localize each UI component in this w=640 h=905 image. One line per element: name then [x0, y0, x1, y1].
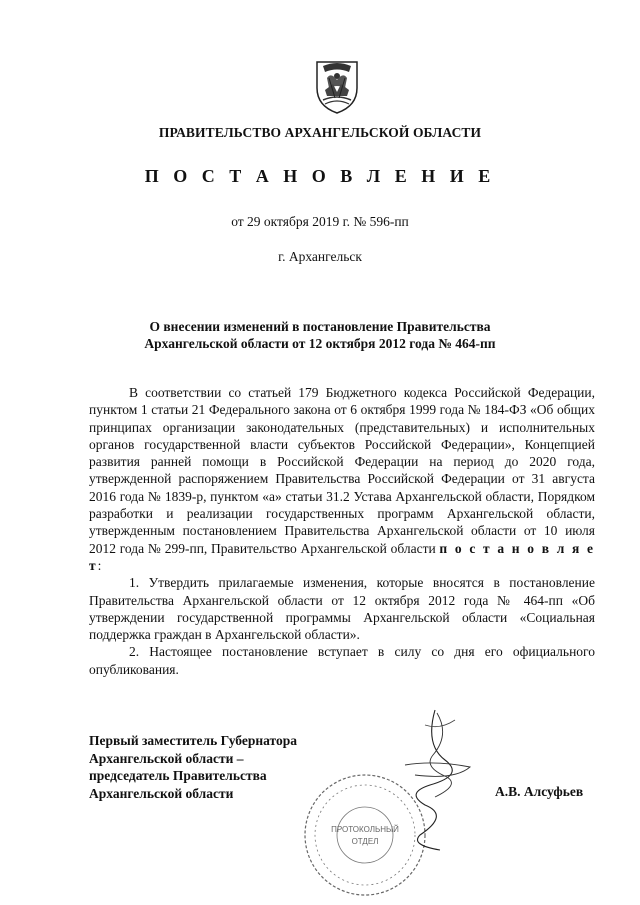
- paragraph-item-2: 2. Настоящее постановление вступает в силу со дня его официального опубликования.: [89, 644, 595, 677]
- signatory-title-line-4: Архангельской области: [89, 785, 234, 801]
- stamp-text-line-2: ОТДЕЛ: [351, 837, 379, 846]
- document-subject: [80, 318, 560, 352]
- handwritten-signature: [395, 705, 485, 855]
- signatory-title-line-3: председатель Правительства: [89, 768, 267, 783]
- decree-word: п о с т а н о в л я е т: [89, 540, 596, 573]
- preamble-colon: :: [97, 557, 102, 573]
- document-type: П О С Т А Н О В Л Е Н И Е: [144, 166, 496, 186]
- coat-of-arms-icon: [313, 58, 361, 116]
- signatory-title-line-2: Архангельской области –: [89, 750, 244, 766]
- signatory-name: А.В. Алсуфьев: [495, 784, 584, 799]
- paragraph-item-1: 1. Утвердить прилагаемые изменения, которые вносятся в постановление Правительства Архангельской области от 12 октября 2012 года № 464-пп «Об утверждении государственной программы Архангельской области «Социальная поддержка граждан в Архангельской области».: [89, 575, 595, 643]
- stamp-text-line-1: ПРОТОКОЛЬНЫЙ: [331, 825, 399, 834]
- subject-line-2: Архангельской области от 12 октября 2012 года № 464-пп: [144, 336, 496, 351]
- paragraph-preamble: [89, 384, 595, 574]
- subject-line-1: О внесении изменений в постановление Правительства: [149, 319, 491, 334]
- document-date-number: от 29 октября 2019 г. № 596-пп: [231, 214, 409, 229]
- document-body: [89, 384, 595, 678]
- preamble-text: В соответствии со статьей 179 Бюджетного кодекса Российской Федерации, пунктом 1 статьи 21 Федерального закона от 6 октября 1999 года № 184-ФЗ «Об общих принципах организации законодательных (представительных) и исполнительных органов государственной власти субъектов Российской Федерации», Концепцией развития ранней помощи в Российской Федерации на период до 2020 года, утвержденной распоряжением Правительства Российской Федерации от 31 августа 2016 года № 1839-р, пунктом «а» статьи 31.2 Устава Архангельской области, Порядком разработки и реализации государственных программ Архангельской области, утвержденным постановлением Правительства Архангельской области от 10 июля 2012 года № 299-пп, Правительство Архангельской области: [89, 385, 595, 556]
- document-city: г. Архангельск: [278, 249, 362, 264]
- organization-name: ПРАВИТЕЛЬСТВО АРХАНГЕЛЬСКОЙ ОБЛАСТИ: [158, 125, 482, 140]
- signatory-title-line-1: Первый заместитель Губернатора: [89, 733, 297, 748]
